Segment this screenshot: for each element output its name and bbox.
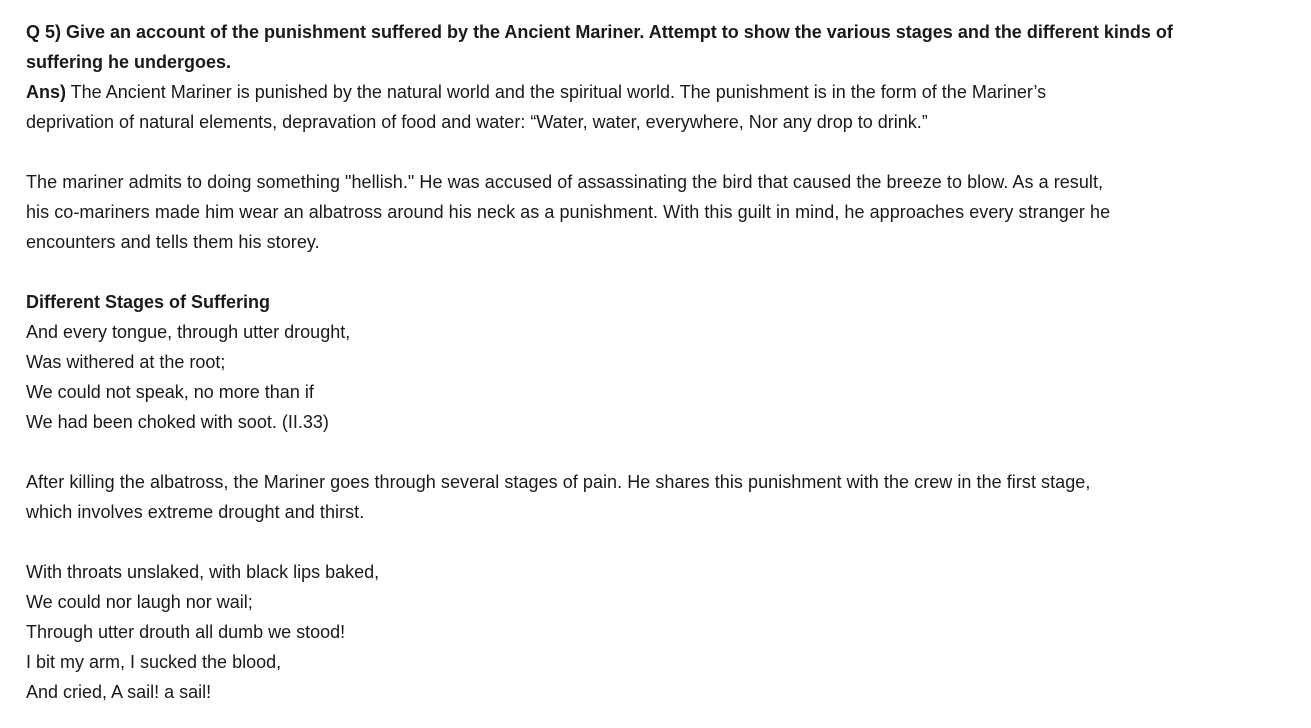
spacer [26,257,1260,287]
verse-line: We had been choked with soot. (II.33) [26,412,329,432]
answer-line-1 [26,77,1260,107]
verse-line: I bit my arm, I sucked the blood, [26,652,282,672]
paragraph-1-line: encounters and tells them his storey. [26,232,320,252]
verse-line: We could not speak, no more than if [26,382,314,402]
answer-text: The Ancient Mariner is punished by the natural world and the spiritual world. The punishment is in the form of the Mariner’s [66,82,1047,102]
answer-prefix: Ans) [26,82,66,102]
verse-line: And cried, A sail! a sail! [26,682,212,702]
verse-line: Was withered at the root; [26,352,226,372]
question-line-2: suffering he undergoes. [26,52,232,72]
answer-line-2: deprivation of natural elements, depravation of food and water: “Water, water, everywhere, Nor any drop to drink.” [26,112,928,132]
spacer [26,527,1260,557]
paragraph-1 [26,167,1260,257]
paragraph-1-line: his co-mariners made him wear an albatross around his neck as a punishment. With this guilt in mind, he approaches every stranger he [26,202,1111,222]
spacer [26,437,1260,467]
paragraph-2 [26,467,1260,527]
paragraph-1-line: The mariner admits to doing something "hellish." He was accused of assassinating the bird that caused the breeze to blow. As a result, [26,172,1104,192]
question-line-1: Q 5) Give an account of the punishment suffered by the Ancient Mariner. Attempt to show the various stages and the different kinds of [26,22,1173,42]
spacer [26,137,1260,167]
verse-2 [26,557,1260,707]
verse-line: With throats unslaked, with black lips baked, [26,562,380,582]
paragraph-2-line: which involves extreme drought and thirst. [26,502,365,522]
verse-1 [26,317,1260,437]
verse-line: We could nor laugh nor wail; [26,592,253,612]
verse-line: And every tongue, through utter drought, [26,322,351,342]
verse-line: Through utter drouth all dumb we stood! [26,622,346,642]
paragraph-2-line: After killing the albatross, the Mariner goes through several stages of pain. He shares this punishment with the crew in the first stage, [26,472,1091,492]
section-heading: Different Stages of Suffering [26,292,271,312]
